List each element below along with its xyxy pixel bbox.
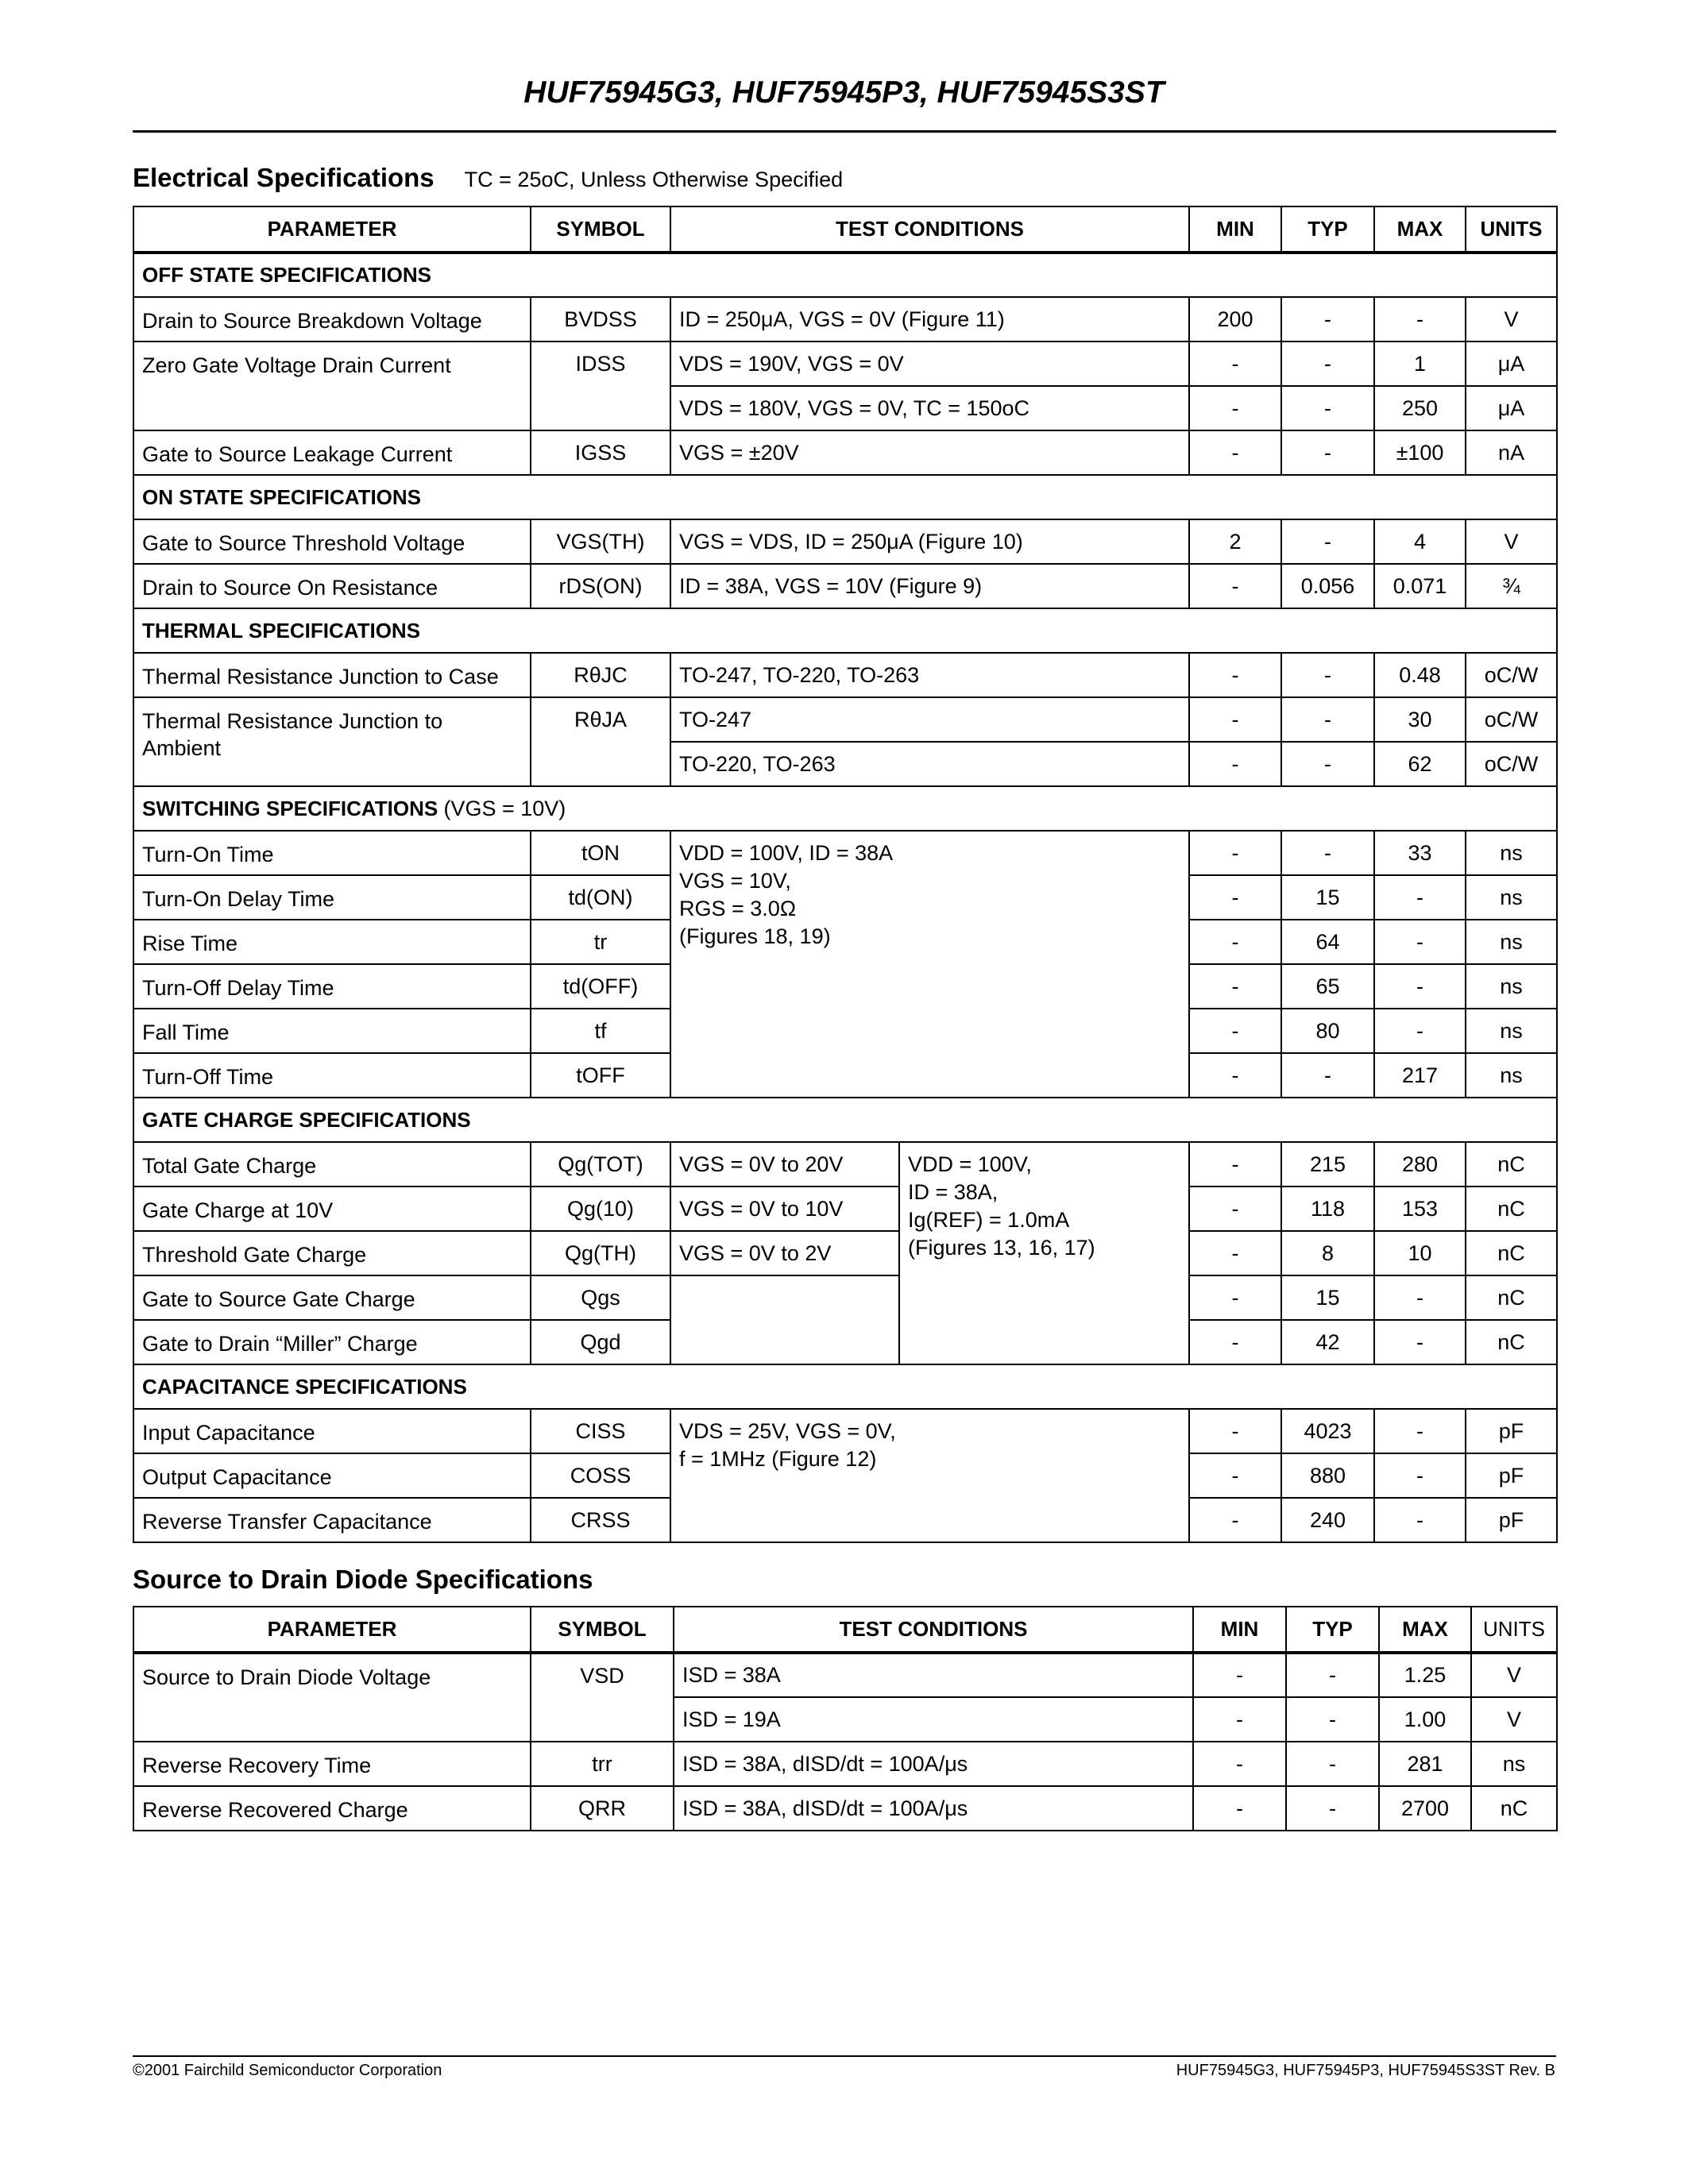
symbol-cell: COSS — [531, 1453, 670, 1498]
cond-cell: ISD = 38A, dISD/dt = 100A/μs — [674, 1786, 1193, 1831]
symbol-cell: Qg(TH) — [531, 1231, 670, 1275]
symbol-cell: BVDSS — [531, 297, 670, 341]
param-cell: Reverse Recovery Time — [133, 1742, 531, 1786]
symbol-cell: VSD — [531, 1653, 674, 1742]
table-header-row — [133, 206, 1557, 253]
table-row — [133, 653, 1557, 697]
cond-line: (Figures 13, 16, 17) — [908, 1236, 1095, 1260]
col-header: TYP — [1286, 1607, 1379, 1653]
min-cell: - — [1189, 964, 1281, 1009]
footer-part-revision: HUF75945G3, HUF75945P3, HUF75945S3ST Rev. B — [1176, 2062, 1555, 2079]
min-cell: - — [1189, 341, 1281, 386]
min-cell: - — [1189, 1187, 1281, 1231]
max-cell: 1.25 — [1379, 1653, 1471, 1697]
col-header: TEST CONDITIONS — [674, 1607, 1193, 1653]
typ-cell: - — [1281, 386, 1374, 430]
max-cell: - — [1374, 1275, 1466, 1320]
col-header: PARAMETER — [133, 1607, 531, 1653]
units-cell: oC/W — [1466, 742, 1557, 786]
max-cell: 4 — [1374, 519, 1466, 564]
electrical-specs-heading — [133, 163, 843, 193]
min-cell: - — [1189, 875, 1281, 920]
units-cell: nC — [1466, 1231, 1557, 1275]
min-cell: - — [1189, 831, 1281, 875]
symbol-cell: trr — [531, 1742, 674, 1786]
units-cell: nC — [1466, 1320, 1557, 1364]
table-row — [133, 1786, 1557, 1831]
table-row — [133, 1231, 1557, 1275]
units-cell: pF — [1466, 1498, 1557, 1542]
table-row — [133, 297, 1557, 341]
typ-cell: - — [1286, 1742, 1379, 1786]
electrical-specs-table — [133, 206, 1558, 1543]
max-cell: 0.071 — [1374, 564, 1466, 608]
diode-specs-title: Source to Drain Diode Specifications — [133, 1565, 593, 1594]
min-cell: 2 — [1189, 519, 1281, 564]
capacitance-conditions — [670, 1409, 1189, 1542]
table-row — [133, 1187, 1557, 1231]
max-cell: 250 — [1374, 386, 1466, 430]
units-cell: oC/W — [1466, 653, 1557, 697]
table-row — [133, 697, 1557, 742]
units-cell: ¾ — [1466, 564, 1557, 608]
cond-cell: VDS = 190V, VGS = 0V — [670, 341, 1189, 386]
param-cell: Reverse Transfer Capacitance — [133, 1498, 531, 1542]
min-cell: - — [1193, 1742, 1286, 1786]
units-cell: oC/W — [1466, 697, 1557, 742]
symbol-cell: tOFF — [531, 1053, 670, 1098]
min-cell: - — [1189, 1231, 1281, 1275]
param-cell: Turn-On Delay Time — [133, 875, 531, 920]
typ-cell: 64 — [1281, 920, 1374, 964]
footer-copyright: ©2001 Fairchild Semiconductor Corporation — [133, 2062, 442, 2079]
diode-specs-table — [133, 1606, 1558, 1831]
max-cell: - — [1374, 1498, 1466, 1542]
cond-cell: ISD = 38A, dISD/dt = 100A/μs — [674, 1742, 1193, 1786]
table-row — [133, 564, 1557, 608]
typ-cell: - — [1281, 430, 1374, 475]
typ-cell: 15 — [1281, 875, 1374, 920]
footer-rule — [133, 2055, 1556, 2057]
typ-cell: 80 — [1281, 1009, 1374, 1053]
units-cell: nC — [1466, 1187, 1557, 1231]
section-header: ON STATE SPECIFICATIONS — [133, 475, 1557, 519]
typ-cell: 880 — [1281, 1453, 1374, 1498]
param-cell: Turn-Off Delay Time — [133, 964, 531, 1009]
typ-cell: - — [1281, 1053, 1374, 1098]
param-cell: Turn-Off Time — [133, 1053, 531, 1098]
cond-cell-empty — [670, 1275, 899, 1364]
min-cell: - — [1189, 1320, 1281, 1364]
min-cell: - — [1189, 564, 1281, 608]
param-cell: Rise Time — [133, 920, 531, 964]
symbol-cell: IGSS — [531, 430, 670, 475]
typ-cell: - — [1286, 1697, 1379, 1742]
col-header: UNITS — [1466, 206, 1557, 253]
max-cell: - — [1374, 875, 1466, 920]
section-label: SWITCHING SPECIFICATIONS — [142, 796, 438, 820]
cond-line: VDS = 25V, VGS = 0V, — [679, 1419, 896, 1443]
table-row — [133, 430, 1557, 475]
table-row — [133, 1275, 1557, 1320]
symbol-cell: Qg(TOT) — [531, 1142, 670, 1187]
col-header: UNITS — [1471, 1607, 1557, 1653]
typ-cell: 8 — [1281, 1231, 1374, 1275]
table-row — [133, 1653, 1557, 1697]
units-cell: nC — [1466, 1142, 1557, 1187]
section-header: OFF STATE SPECIFICATIONS — [133, 253, 1557, 297]
min-cell: - — [1193, 1786, 1286, 1831]
symbol-cell: tf — [531, 1009, 670, 1053]
symbol-cell: CRSS — [531, 1498, 670, 1542]
typ-cell: 42 — [1281, 1320, 1374, 1364]
col-header: PARAMETER — [133, 206, 531, 253]
max-cell: - — [1374, 1009, 1466, 1053]
units-cell: nA — [1466, 430, 1557, 475]
symbol-cell: Qg(10) — [531, 1187, 670, 1231]
typ-cell: 215 — [1281, 1142, 1374, 1187]
table-row — [133, 1742, 1557, 1786]
col-header: MIN — [1193, 1607, 1286, 1653]
symbol-cell: RθJC — [531, 653, 670, 697]
typ-cell: 15 — [1281, 1275, 1374, 1320]
units-cell: ns — [1471, 1742, 1557, 1786]
param-cell: Thermal Resistance Junction to Ambient — [133, 697, 531, 786]
units-cell: μA — [1466, 341, 1557, 386]
typ-cell: - — [1281, 297, 1374, 341]
symbol-cell: tr — [531, 920, 670, 964]
symbol-cell: VGS(TH) — [531, 519, 670, 564]
max-cell: - — [1374, 1320, 1466, 1364]
min-cell: - — [1193, 1697, 1286, 1742]
cond-line: VGS = 10V, — [679, 869, 791, 893]
param-cell: Fall Time — [133, 1009, 531, 1053]
param-cell: Gate to Drain “Miller” Charge — [133, 1320, 531, 1364]
symbol-cell: QRR — [531, 1786, 674, 1831]
param-cell: Gate to Source Leakage Current — [133, 430, 531, 475]
units-cell: ns — [1466, 964, 1557, 1009]
min-cell: - — [1189, 1053, 1281, 1098]
typ-cell: - — [1286, 1653, 1379, 1697]
typ-cell: - — [1281, 742, 1374, 786]
table-row — [133, 1409, 1557, 1453]
max-cell: 62 — [1374, 742, 1466, 786]
param-cell: Gate to Source Threshold Voltage — [133, 519, 531, 564]
section-header: CAPACITANCE SPECIFICATIONS — [133, 1364, 1557, 1409]
section-header: GATE CHARGE SPECIFICATIONS — [133, 1098, 1557, 1142]
max-cell: 33 — [1374, 831, 1466, 875]
max-cell: 217 — [1374, 1053, 1466, 1098]
col-header: TEST CONDITIONS — [670, 206, 1189, 253]
cond-cell: ID = 38A, VGS = 10V (Figure 9) — [670, 564, 1189, 608]
cond-line: Ig(REF) = 1.0mA — [908, 1208, 1070, 1232]
typ-cell: - — [1281, 519, 1374, 564]
section-header: THERMAL SPECIFICATIONS — [133, 608, 1557, 653]
min-cell: - — [1193, 1653, 1286, 1697]
units-cell: nC — [1471, 1786, 1557, 1831]
symbol-cell: rDS(ON) — [531, 564, 670, 608]
param-cell: Gate Charge at 10V — [133, 1187, 531, 1231]
electrical-specs-title: Electrical Specifications — [133, 163, 435, 192]
symbol-cell: RθJA — [531, 697, 670, 786]
col-header: MAX — [1379, 1607, 1471, 1653]
units-cell: V — [1471, 1697, 1557, 1742]
cond-cell: ID = 250μA, VGS = 0V (Figure 11) — [670, 297, 1189, 341]
units-cell: V — [1466, 297, 1557, 341]
symbol-cell: IDSS — [531, 341, 670, 430]
cond-line: VDD = 100V, ID = 38A — [679, 841, 894, 865]
max-cell: - — [1374, 964, 1466, 1009]
max-cell: 281 — [1379, 1742, 1471, 1786]
min-cell: - — [1189, 653, 1281, 697]
symbol-cell: tON — [531, 831, 670, 875]
section-header — [133, 786, 1557, 831]
col-header: MIN — [1189, 206, 1281, 253]
max-cell: 1 — [1374, 341, 1466, 386]
param-cell: Total Gate Charge — [133, 1142, 531, 1187]
cond-cell: VGS = VDS, ID = 250μA (Figure 10) — [670, 519, 1189, 564]
cond-line: ID = 38A, — [908, 1180, 999, 1204]
col-header: SYMBOL — [531, 206, 670, 253]
typ-cell: 65 — [1281, 964, 1374, 1009]
param-cell: Turn-On Time — [133, 831, 531, 875]
cond-cell: VGS = 0V to 20V — [670, 1142, 899, 1187]
param-cell: Zero Gate Voltage Drain Current — [133, 341, 531, 430]
param-cell: Gate to Source Gate Charge — [133, 1275, 531, 1320]
param-cell: Source to Drain Diode Voltage — [133, 1653, 531, 1742]
param-cell: Output Capacitance — [133, 1453, 531, 1498]
units-cell: nC — [1466, 1275, 1557, 1320]
max-cell: - — [1374, 920, 1466, 964]
col-header: TYP — [1281, 206, 1374, 253]
cond-cell: TO-220, TO-263 — [670, 742, 1189, 786]
cond-line: (Figures 18, 19) — [679, 924, 831, 948]
cond-line: f = 1MHz (Figure 12) — [679, 1447, 877, 1471]
max-cell: - — [1374, 297, 1466, 341]
min-cell: - — [1189, 1009, 1281, 1053]
cond-cell: VGS = 0V to 10V — [670, 1187, 899, 1231]
units-cell: ns — [1466, 1053, 1557, 1098]
cond-cell: TO-247 — [670, 697, 1189, 742]
max-cell: - — [1374, 1409, 1466, 1453]
units-cell: ns — [1466, 875, 1557, 920]
min-cell: - — [1189, 1275, 1281, 1320]
cond-cell: VDS = 180V, VGS = 0V, TC = 150oC — [670, 386, 1189, 430]
max-cell: 153 — [1374, 1187, 1466, 1231]
min-cell: - — [1189, 430, 1281, 475]
col-header: SYMBOL — [531, 1607, 674, 1653]
max-cell: - — [1374, 1453, 1466, 1498]
typ-cell: - — [1281, 653, 1374, 697]
symbol-cell: Qgs — [531, 1275, 670, 1320]
units-cell: V — [1471, 1653, 1557, 1697]
units-cell: pF — [1466, 1409, 1557, 1453]
electrical-specs-note: TC = 25oC, Unless Otherwise Specified — [464, 168, 844, 191]
page-title: HUF75945G3, HUF75945P3, HUF75945S3ST — [523, 75, 1165, 110]
cond-cell: VGS = ±20V — [670, 430, 1189, 475]
typ-cell: 4023 — [1281, 1409, 1374, 1453]
typ-cell: 0.056 — [1281, 564, 1374, 608]
table-row — [133, 519, 1557, 564]
symbol-cell: CISS — [531, 1409, 670, 1453]
gate-charge-shared-conditions — [899, 1142, 1189, 1364]
units-cell: ns — [1466, 1009, 1557, 1053]
cond-line: RGS = 3.0Ω — [679, 897, 796, 920]
cond-cell: ISD = 38A — [674, 1653, 1193, 1697]
table-row — [133, 831, 1557, 875]
units-cell: pF — [1466, 1453, 1557, 1498]
symbol-cell: Qgd — [531, 1320, 670, 1364]
min-cell: - — [1189, 1498, 1281, 1542]
symbol-cell: td(OFF) — [531, 964, 670, 1009]
typ-cell: - — [1286, 1786, 1379, 1831]
min-cell: 200 — [1189, 297, 1281, 341]
typ-cell: - — [1281, 341, 1374, 386]
typ-cell: - — [1281, 697, 1374, 742]
units-cell: ns — [1466, 920, 1557, 964]
min-cell: - — [1189, 1409, 1281, 1453]
param-cell: Input Capacitance — [133, 1409, 531, 1453]
param-cell: Reverse Recovered Charge — [133, 1786, 531, 1831]
cond-cell: TO-247, TO-220, TO-263 — [670, 653, 1189, 697]
min-cell: - — [1189, 1142, 1281, 1187]
param-cell: Thermal Resistance Junction to Case — [133, 653, 531, 697]
typ-cell: - — [1281, 831, 1374, 875]
max-cell: 10 — [1374, 1231, 1466, 1275]
units-cell: ns — [1466, 831, 1557, 875]
min-cell: - — [1189, 386, 1281, 430]
min-cell: - — [1189, 920, 1281, 964]
param-cell: Drain to Source On Resistance — [133, 564, 531, 608]
col-header: MAX — [1374, 206, 1466, 253]
min-cell: - — [1189, 1453, 1281, 1498]
units-cell: V — [1466, 519, 1557, 564]
max-cell: ±100 — [1374, 430, 1466, 475]
min-cell: - — [1189, 697, 1281, 742]
symbol-cell: td(ON) — [531, 875, 670, 920]
param-cell: Threshold Gate Charge — [133, 1231, 531, 1275]
cond-cell: ISD = 19A — [674, 1697, 1193, 1742]
min-cell: - — [1189, 742, 1281, 786]
max-cell: 30 — [1374, 697, 1466, 742]
table-row — [133, 1142, 1557, 1187]
param-cell: Drain to Source Breakdown Voltage — [133, 297, 531, 341]
title-rule — [133, 130, 1556, 133]
table-header-row — [133, 1607, 1557, 1653]
cond-line: VDD = 100V, — [908, 1152, 1032, 1176]
units-cell: μA — [1466, 386, 1557, 430]
typ-cell: 240 — [1281, 1498, 1374, 1542]
max-cell: 280 — [1374, 1142, 1466, 1187]
max-cell: 2700 — [1379, 1786, 1471, 1831]
switching-conditions — [670, 831, 1189, 1098]
cond-cell: VGS = 0V to 2V — [670, 1231, 899, 1275]
table-row — [133, 341, 1557, 386]
typ-cell: 118 — [1281, 1187, 1374, 1231]
max-cell: 1.00 — [1379, 1697, 1471, 1742]
section-label-note: (VGS = 10V) — [443, 796, 566, 820]
max-cell: 0.48 — [1374, 653, 1466, 697]
